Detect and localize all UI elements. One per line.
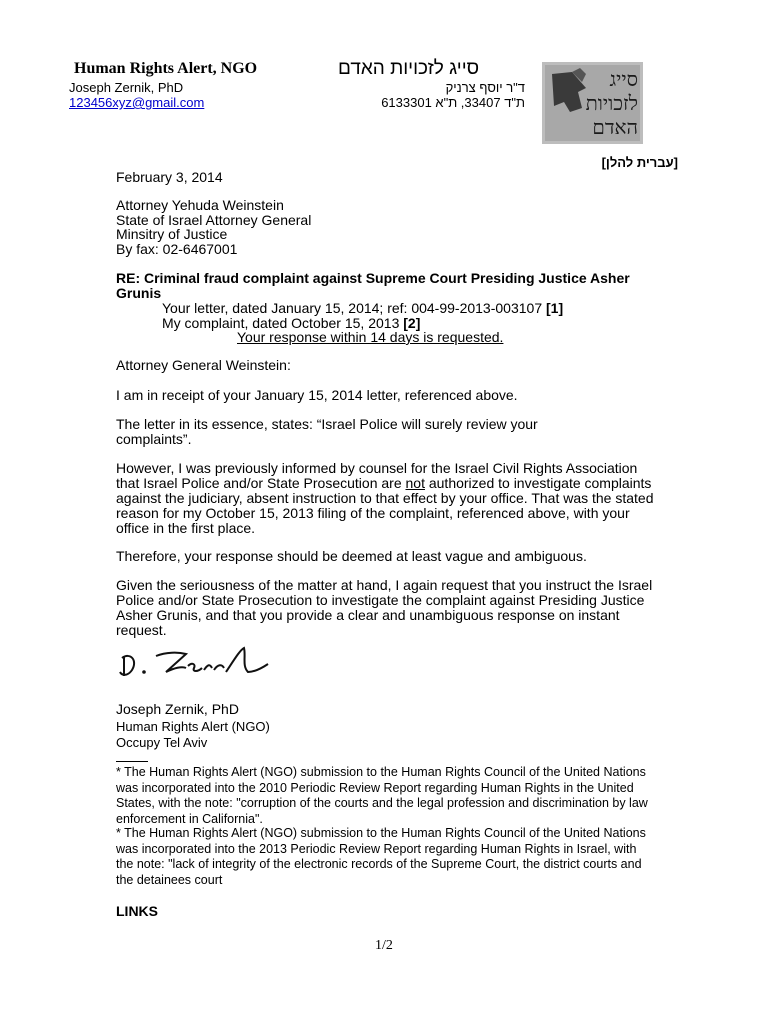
reference-tag: [2] [403,315,421,331]
paragraph-receipt: I am in receipt of your January 15, 2014 letter, referenced above. [116,387,518,403]
recipient-block [116,198,311,256]
reference-text: My complaint, dated October 15, 2013 [162,315,400,331]
hebrew-author-name: ד"ר יוסף צרניק [445,80,525,95]
recipient-line: State of Israel Attorney General [116,211,312,228]
response-request: Your response within 14 days is requested. [237,329,504,345]
letter-date: February 3, 2014 [116,169,223,185]
reference-text: Your letter, dated January 15, 2014; ref: 004-99-2013-003107 [162,300,543,316]
reference-tag: [1] [546,300,564,316]
signature-org: Human Rights Alert (NGO) [116,719,270,734]
reference-line-1 [162,300,563,316]
paragraph-text: authorized to investigate complaints against the judiciary, absent instruction to that effect by your office. That was the stated reason for my October 15, 2013 filing of the complaint, referenced above, with your office in the first place. [116,475,654,536]
hebrew-org-title: סייג לזכויות האדם [338,58,480,79]
footnote-2: * The Human Rights Alert (NGO) submission to the Human Rights Council of the United Nations was incorporated into the 2013 Periodic Review Report regarding Human Rights in Israel, with the note: "lack of integrity of the electronic records of the Supreme Court, the district courts and the detainees court [116,826,646,887]
handwritten-signature [116,642,276,684]
hebrew-below-note: [עברית להלן] [601,155,678,170]
org-logo [542,62,643,144]
paragraph-letter-essence: The letter in its essence, states: “Israel Police will surely review your complaints”. [116,416,538,447]
logo-text-line2: לזכויות [585,91,638,115]
logo-text-line3: האדם [592,115,638,139]
re-subject-line: RE: Criminal fraud complaint against Supreme Court Presiding Justice Asher Grunis [116,270,630,301]
recipient-line: Minsitry of Justice [116,226,228,242]
author-name: Joseph Zernik, PhD [69,80,184,95]
paragraph-text: However, I was previously informed by counsel for the Israel Civil Rights Association that Israel Police and/or State Prosecution are [116,460,638,491]
signature-name: Joseph Zernik, PhD [116,701,239,717]
paragraph-request: Given the seriousness of the matter at hand, I again request that you instruct the Israel Police and/or State Prosecution to investigate the complaint against Presiding Justice Asher Grunis, and that you provide a clear and unambiguous response on instant request. [116,577,653,638]
underlined-word: not [405,475,425,491]
page-number: 1/2 [375,938,393,953]
paragraph-prior-information [116,461,656,536]
links-heading: LINKS [116,903,158,919]
recipient-line: By fax: 02-6467001 [116,240,238,257]
email-link[interactable]: 123456xyz@gmail.com [69,95,205,110]
footnote-1: * The Human Rights Alert (NGO) submission to the Human Rights Council of the United Nations was incorporated into the 2010 Periodic Review Report regarding Human Rights in the United States, with the note: "corruption of the courts and the legal profession and discrimination by law enforcement in California". [116,765,648,826]
signature-occupy: Occupy Tel Aviv [116,735,208,750]
footnote-divider [116,761,148,762]
recipient-line: Attorney Yehuda Weinstein [116,197,284,213]
hebrew-address: ת"ד 33407, ת"א 6133301 [381,95,525,110]
logo-text-line1: סייג [609,67,638,91]
paragraph-vague-response: Therefore, your response should be deemed at least vague and ambiguous. [116,548,587,564]
salutation: Attorney General Weinstein: [116,357,291,373]
org-name: Human Rights Alert, NGO [74,60,258,77]
